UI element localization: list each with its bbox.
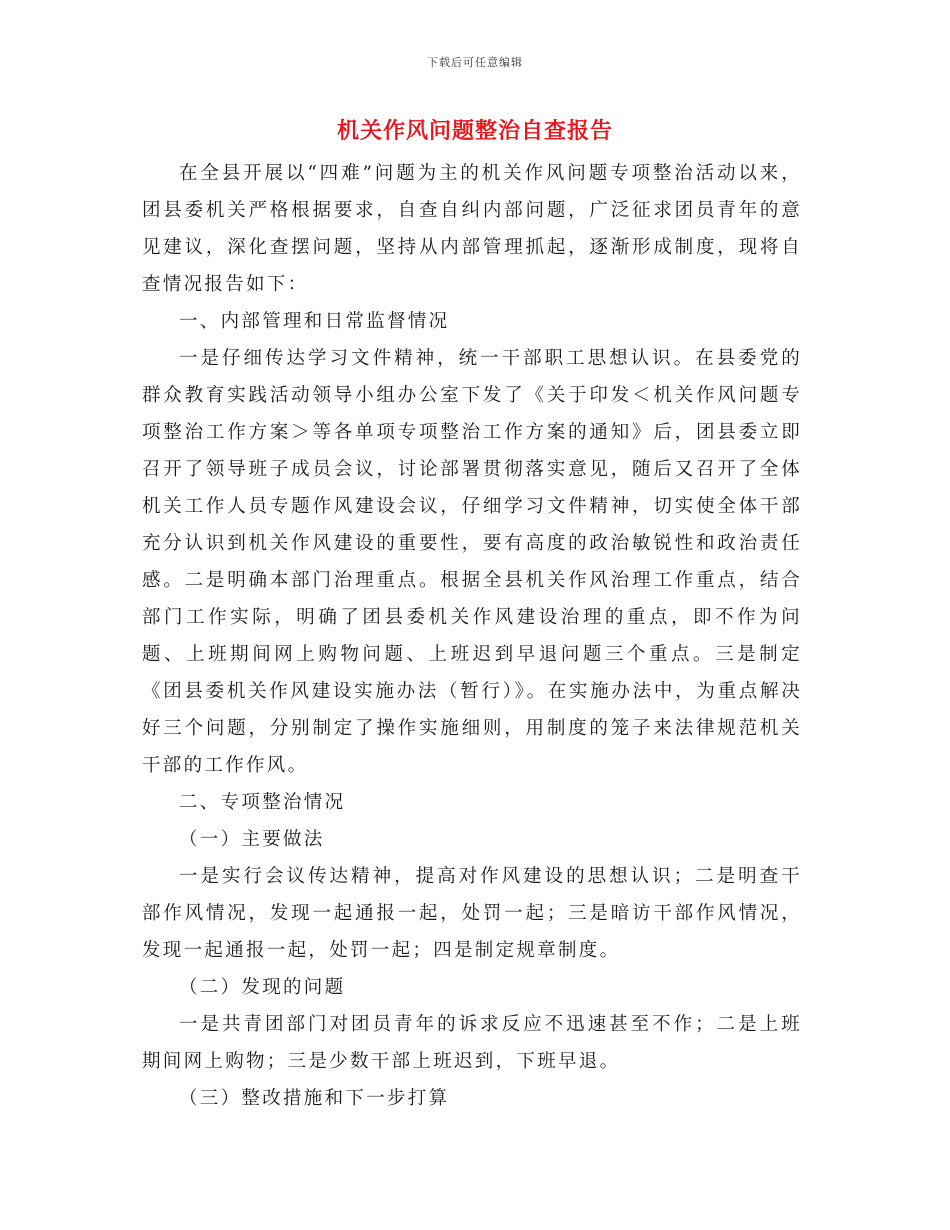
- paragraph-intro: 在全县开展以“四难”问题为主的机关作风问题专项整治活动以来，团县委机关严格根据要求，自查自纠内部问题，广泛征求团员青年的意见建议，深化查摆问题，坚持从内部管理抓起，逐渐形成制度，现将自查情况报告如下：: [142, 163, 802, 295]
- section-heading-2: 二、专项整治情况: [179, 792, 346, 813]
- document-body: [142, 155, 802, 1117]
- paragraph-subsection-2: 一是共青团部门对团员青年的诉求反应不迅速甚至不作；二是上班期间网上购物；三是少数干部上班迟到，下班早退。: [142, 1014, 802, 1072]
- paragraph-section-1: 一是仔细传达学习文件精神，统一干部职工思想认识。在县委党的群众教育实践活动领导小组办公室下发了《关于印发＜机关作风问题专项整治工作方案＞等各单项专项整治工作方案的通知》后，团县委立即召开了领导班子成员会议，讨论部署贯彻落实意见，随后又召开了全体机关工作人员专题作风建设会议，仔细学习文件精神，切实使全体干部充分认识到机关作风建设的重要性，要有高度的政治敏锐性和政治责任感。二是明确本部门治理重点。根据全县机关作风治理工作重点，结合部门工作实际，明确了团县委机关作风建设治理的重点，即不作为问题、上班期间网上购物问题、上班迟到早退问题三个重点。三是制定《团县委机关作风建设实施办法（暂行）》。在实施办法中，为重点解决好三个问题，分别制定了操作实施细则，用制度的笼子来法律规范机关干部的工作作风。: [142, 348, 802, 776]
- section-heading-1: 一、内部管理和日常监督情况: [179, 311, 450, 332]
- subsection-heading-2: （二）发现的问题: [179, 977, 346, 998]
- header-note: 下载后可任意编辑: [427, 56, 523, 69]
- subsection-heading-3: （三）整改措施和下一步打算: [179, 1088, 450, 1109]
- subsection-heading-1: （一）主要做法: [179, 829, 325, 850]
- document-title: 机关作风问题整治自查报告: [336, 118, 613, 144]
- paragraph-subsection-1: 一是实行会议传达精神，提高对作风建设的思想认识；二是明查干部作风情况，发现一起通报一起，处罚一起；三是暗访干部作风情况，发现一起通报一起，处罚一起；四是制定规章制度。: [142, 866, 802, 961]
